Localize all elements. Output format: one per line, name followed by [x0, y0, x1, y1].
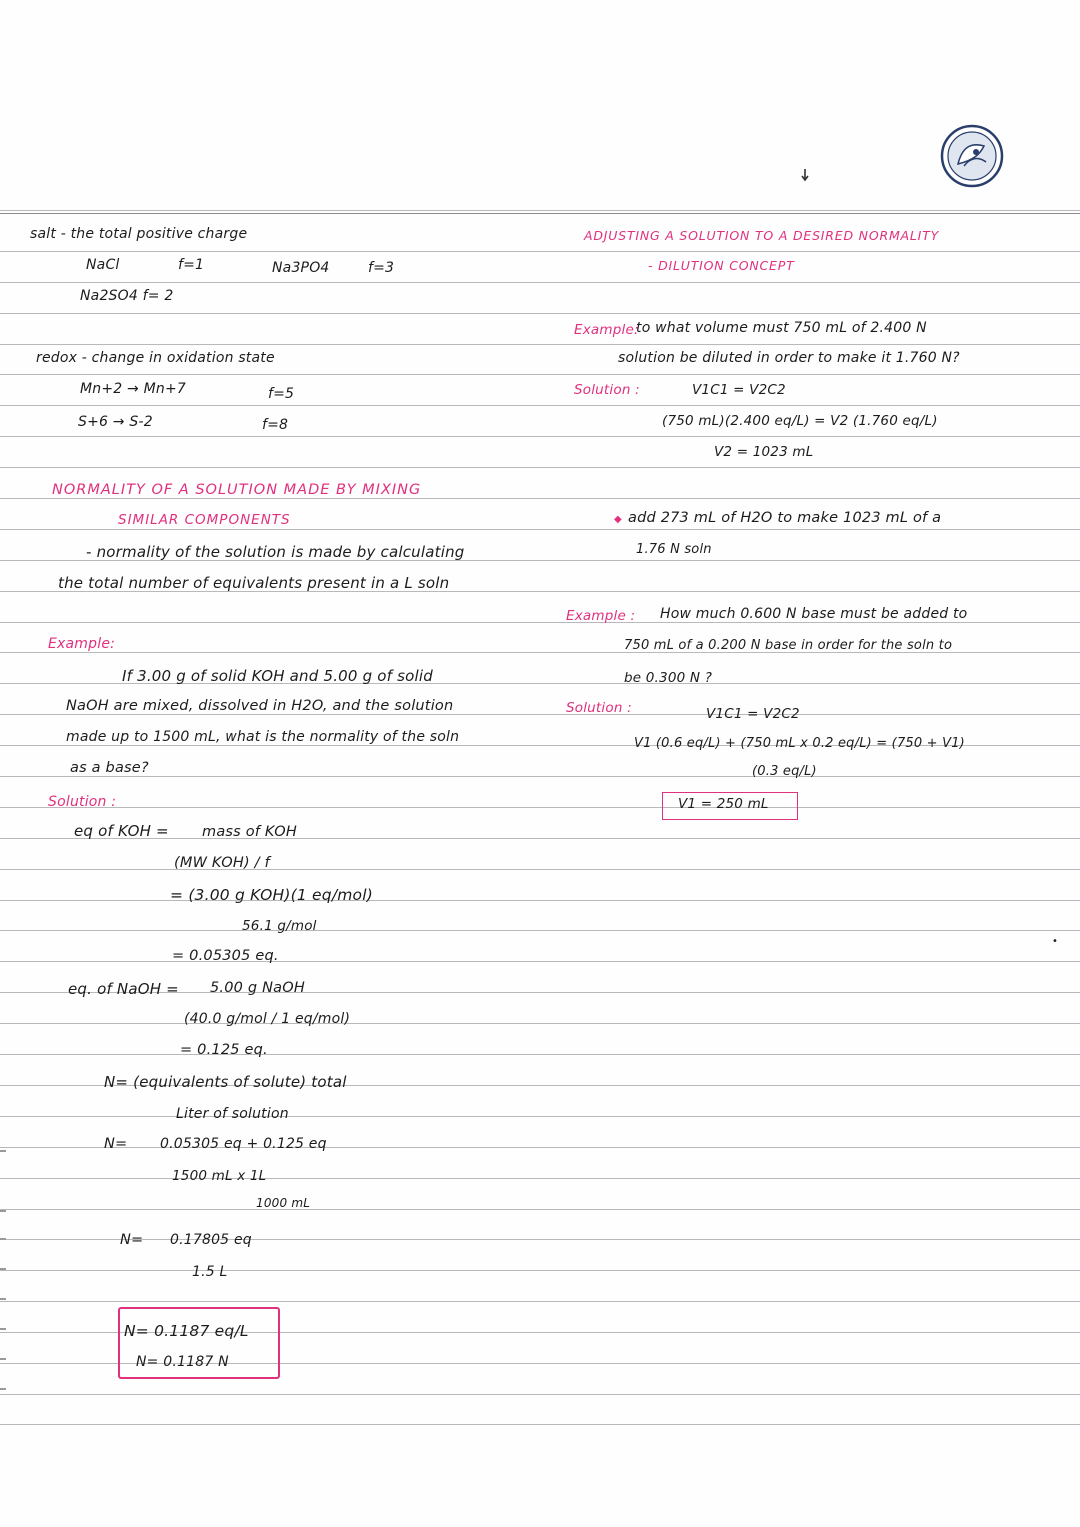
ruled-line — [0, 213, 1080, 214]
ruled-line — [0, 776, 1080, 777]
dilution-example-2-text-2: 750 mL of a 0.200 N base in order for the soln to — [624, 638, 953, 653]
eq-koh-numerator: mass of KOH — [202, 824, 297, 840]
dilution-solution-1-label: Solution : — [574, 382, 640, 398]
dilution-example-2-text-1: How much 0.600 N base must be added to — [660, 606, 968, 622]
ruled-line — [0, 1394, 1080, 1395]
ruled-line — [0, 251, 1080, 252]
dilution-solution-2-substitution: V1 (0.6 eq/L) + (750 mL x 0.2 eq/L) = (750 + V1) — [634, 736, 965, 751]
small-arrow-mark — [800, 168, 810, 182]
ruled-line — [0, 961, 1080, 962]
dilution-solution-1-result: V2 = 1023 mL — [714, 444, 814, 460]
mixing-section-subheading: SIMILAR COMPONENTS — [118, 512, 291, 528]
example-label: Example: — [48, 636, 116, 652]
eq-koh-substitution-denominator: 56.1 g/mol — [242, 918, 317, 934]
normality-value-denominator: 1.5 L — [192, 1264, 228, 1280]
normality-definition-denominator: Liter of solution — [176, 1106, 289, 1122]
nacl-formula: NaCl — [86, 257, 120, 273]
eq-koh-result: = 0.05305 eq. — [172, 948, 279, 964]
normality-substitution-unit-denominator: 1000 mL — [256, 1196, 311, 1210]
ruled-line — [0, 930, 1080, 931]
redox-definition: redox - change in oxidation state — [36, 350, 275, 366]
margin-mark — [0, 1268, 6, 1270]
dilution-solution-1-substitution: (750 mL)(2.400 eq/L) = V2 (1.760 eq/L) — [662, 413, 938, 429]
dilution-answer: V1 = 250 mL — [678, 796, 769, 812]
solution-label: Solution : — [48, 794, 117, 810]
ruled-line — [0, 210, 1080, 211]
dilution-example-1-text-1: to what volume must 750 mL of 2.400 N — [636, 320, 927, 336]
margin-mark — [0, 1388, 6, 1390]
dilution-example-2-text-3: be 0.300 N ? — [624, 670, 713, 686]
na3po4-formula: Na3PO4 — [272, 260, 330, 276]
eq-koh-substitution: = (3.00 g KOH)(1 eq/mol) — [170, 886, 373, 904]
eq-naoh-numerator: 5.00 g NaOH — [210, 980, 305, 996]
na2so4-formula: Na2SO4 f= 2 — [80, 288, 174, 304]
school-seal-icon — [940, 124, 1004, 188]
normality-substitution-denominator: 1500 mL x 1L — [172, 1168, 267, 1184]
example-problem-line-1: If 3.00 g of solid KOH and 5.00 g of solid — [122, 667, 433, 685]
ruled-line — [0, 900, 1080, 901]
na3po4-factor: f=3 — [368, 260, 395, 276]
nacl-factor: f=1 — [178, 257, 205, 273]
ruled-line — [0, 344, 1080, 345]
ruled-line — [0, 374, 1080, 375]
ruled-line — [0, 1054, 1080, 1055]
normality-substitution-numerator: 0.05305 eq + 0.125 eq — [160, 1136, 327, 1152]
ruled-line — [0, 467, 1080, 468]
mixing-description-line-2: the total number of equivalents present in a L soln — [58, 574, 450, 592]
ruled-line — [0, 529, 1080, 530]
margin-mark — [0, 1358, 6, 1360]
salt-definition: salt - the total positive charge — [30, 226, 248, 242]
eq-naoh-denominator: (40.0 g/mol / 1 eq/mol) — [184, 1011, 351, 1027]
example-problem-line-2: NaOH are mixed, dissolved in H2O, and the solution — [66, 698, 454, 714]
ruled-line — [0, 498, 1080, 499]
mn-oxidation-change: Mn+2 → Mn+7 — [80, 381, 187, 397]
margin-mark — [0, 1238, 6, 1240]
ruled-line — [0, 714, 1080, 715]
dilution-example-1-label: Example: — [574, 322, 639, 338]
normality-value-label: N= — [120, 1232, 144, 1248]
dilution-solution-1-formula: V1C1 = V2C2 — [692, 382, 786, 398]
dilution-note-line-2: 1.76 N soln — [636, 542, 712, 557]
eq-naoh-result: = 0.125 eq. — [180, 1042, 268, 1058]
s-oxidation-change: S+6 → S-2 — [78, 414, 153, 430]
dilution-note-line-1: add 273 mL of H2O to make 1023 mL of a — [628, 510, 942, 526]
example-problem-line-4: as a base? — [70, 760, 149, 776]
margin-mark — [0, 1298, 6, 1300]
margin-mark — [0, 1210, 6, 1212]
ruled-line — [0, 1178, 1080, 1179]
dilution-section-subheading: - DILUTION CONCEPT — [648, 258, 795, 273]
ruled-line — [0, 313, 1080, 314]
ruled-line — [0, 1270, 1080, 1271]
eq-naoh-label: eq. of NaOH = — [68, 980, 179, 998]
ruled-line — [0, 1023, 1080, 1024]
normality-value-numerator: 0.17805 eq — [170, 1232, 252, 1248]
stray-dot: • — [1052, 936, 1059, 947]
final-answer-line-1: N= 0.1187 eq/L — [124, 1322, 249, 1340]
ruled-line — [0, 1209, 1080, 1210]
example-problem-line-3: made up to 1500 mL, what is the normality of the soln — [66, 729, 460, 745]
ruled-line — [0, 1239, 1080, 1240]
ruled-line — [0, 405, 1080, 406]
dilution-solution-2-substitution-2: (0.3 eq/L) — [752, 764, 817, 779]
s-factor: f=8 — [262, 417, 289, 433]
ruled-line — [0, 436, 1080, 437]
dilution-example-2-label: Example : — [566, 608, 636, 624]
mn-factor: f=5 — [268, 386, 295, 402]
ruled-line — [0, 807, 1080, 808]
eq-koh-denominator: (MW KOH) / f — [174, 855, 270, 871]
ruled-line — [0, 1301, 1080, 1302]
mixing-section-heading: NORMALITY OF A SOLUTION MADE BY MIXING — [52, 482, 422, 498]
eq-koh-label: eq of KOH = — [74, 822, 169, 840]
margin-mark — [0, 1328, 6, 1330]
dilution-example-1-text-2: solution be diluted in order to make it 1.760 N? — [618, 350, 960, 366]
normality-substitution-label: N= — [104, 1136, 128, 1152]
ruled-line — [0, 1424, 1080, 1425]
margin-mark — [0, 1150, 6, 1152]
ruled-line — [0, 1116, 1080, 1117]
dilution-solution-2-formula: V1C1 = V2C2 — [706, 706, 800, 722]
dilution-solution-2-label: Solution : — [566, 700, 632, 716]
normality-definition: N= (equivalents of solute) total — [104, 1073, 347, 1091]
dilution-note-bullet: ◆ — [614, 514, 622, 525]
ruled-line — [0, 869, 1080, 870]
dilution-section-heading: ADJUSTING A SOLUTION TO A DESIRED NORMALITY — [584, 228, 940, 243]
final-answer-line-2: N= 0.1187 N — [136, 1354, 229, 1370]
ruled-line — [0, 622, 1080, 623]
mixing-description-line-1: - normality of the solution is made by calculating — [86, 543, 465, 561]
ruled-line — [0, 282, 1080, 283]
